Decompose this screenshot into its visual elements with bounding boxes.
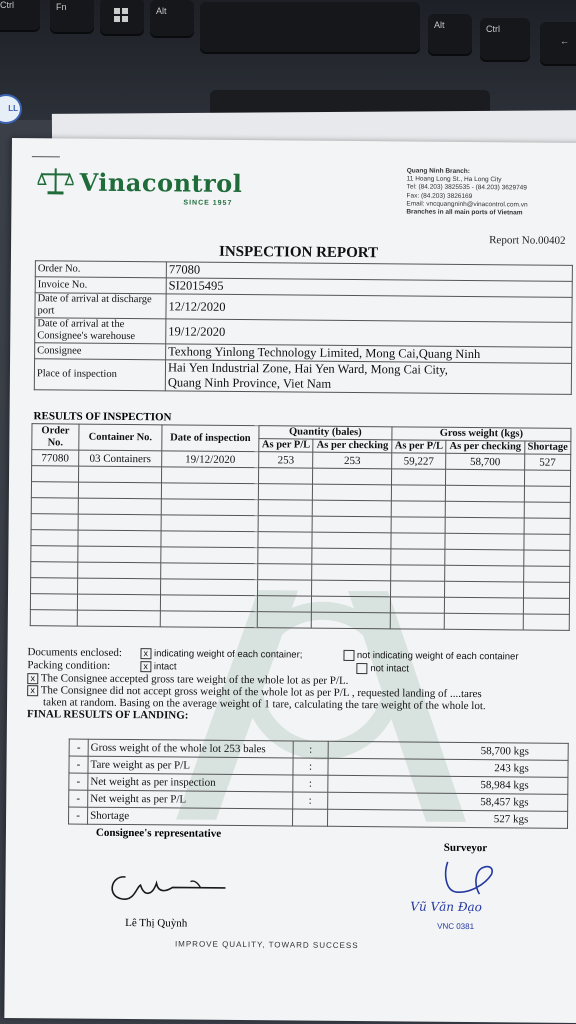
enclosed-option-1: indicating weight of each container; bbox=[153, 648, 303, 661]
row-colon bbox=[293, 809, 328, 826]
key-ctrl-right bbox=[480, 18, 530, 60]
consignee-value: Texhong Yinlong Technology Limited, Mong Cai,Quang Ninh bbox=[166, 344, 572, 364]
row-dash: - bbox=[69, 756, 88, 773]
arrival-port-value: 12/12/2020 bbox=[166, 294, 572, 323]
place-line-2: Quang Ninh Province, Viet Nam bbox=[167, 375, 332, 391]
footer-slogan: IMPROVE QUALITY, TOWARD SUCCESS bbox=[174, 939, 359, 951]
cell-qty-check: 253 bbox=[313, 452, 391, 469]
landing-label: Net weight as per P/L bbox=[88, 790, 293, 809]
col-gw-as-per-pl: As per P/L bbox=[392, 440, 447, 453]
row-colon: : bbox=[293, 741, 328, 758]
order-info-table bbox=[34, 260, 573, 395]
scale-emblem-icon bbox=[37, 166, 73, 196]
surveyor-name: Vũ Văn Đạo bbox=[410, 899, 483, 915]
cell-date: 19/12/2020 bbox=[162, 451, 259, 468]
landing-value bbox=[328, 741, 568, 760]
badge-text: LL bbox=[8, 104, 18, 113]
branch-line: Fax: (84.203) 3826169 bbox=[406, 192, 473, 200]
key-ctrl-left bbox=[0, 0, 40, 30]
value-unit: kgs bbox=[513, 779, 529, 792]
inspection-report-page bbox=[4, 138, 576, 1023]
arrival-warehouse-value: 19/12/2020 bbox=[166, 319, 572, 348]
packing-checkbox-2 bbox=[357, 663, 368, 674]
value-unit: kgs bbox=[513, 762, 529, 775]
arrival-warehouse-label: Date of arrival at the Consignee's warehouse bbox=[35, 318, 166, 344]
laptop-keyboard bbox=[0, 0, 576, 120]
sticker-badge bbox=[0, 94, 22, 124]
invoice-value: SI2015495 bbox=[166, 278, 572, 298]
key-space bbox=[200, 2, 420, 52]
col-container-no: Container No. bbox=[79, 424, 162, 451]
row-colon: : bbox=[293, 792, 328, 809]
value-number: 58,457 bbox=[480, 796, 511, 809]
invoice-label: Invoice No. bbox=[35, 277, 166, 294]
landing-value bbox=[328, 792, 568, 811]
consignee-representative-label: Consignee's representative bbox=[95, 826, 222, 840]
cell-order-no: 77080 bbox=[32, 450, 79, 466]
cell-qty-pl: 253 bbox=[259, 452, 314, 468]
place-label: Place of inspection bbox=[34, 359, 165, 391]
row-dash: - bbox=[69, 790, 88, 807]
cell-container-no: 03 Containers bbox=[79, 450, 162, 467]
col-order-no: Order No. bbox=[32, 424, 79, 450]
enclosed-checkbox: x bbox=[140, 648, 151, 659]
accept-text: The Consignee accepted gross tare weight of the whole lot as per P/L. bbox=[40, 672, 349, 687]
not-accept-text-2: taken at random. Basing on the average weight of 1 tare, calculating the tare weight of the whole lot. bbox=[43, 696, 486, 713]
cell-gw-pl: 59,227 bbox=[391, 453, 446, 469]
branch-line: 11 Hoang Long St., Ha Long City bbox=[406, 175, 502, 184]
place-value bbox=[165, 360, 571, 395]
value-number: 58,700 bbox=[480, 745, 511, 758]
surveyor-signature bbox=[435, 854, 505, 900]
value-unit: kgs bbox=[513, 813, 529, 826]
place-line-1: Hai Yen Industrial Zone, Hai Yen Ward, Mong Cai City, bbox=[167, 360, 448, 377]
report-number: Report No.00402 bbox=[489, 234, 566, 247]
packing-checkbox: x bbox=[140, 661, 151, 672]
col-qty-as-per-checking: As per checking bbox=[313, 439, 391, 453]
table-row bbox=[69, 807, 568, 828]
arrow-left-icon: ← bbox=[560, 36, 569, 46]
order-no-label: Order No. bbox=[35, 261, 166, 278]
key-label: Ctrl bbox=[0, 0, 14, 10]
since-year: SINCE 1957 bbox=[183, 199, 233, 207]
key-fn bbox=[50, 0, 94, 32]
landing-value bbox=[328, 758, 568, 777]
col-shortage: Shortage bbox=[524, 441, 570, 454]
packing-option-1: intact bbox=[153, 661, 177, 673]
landing-value bbox=[328, 809, 568, 828]
col-gross-weight: Gross weight (kgs) bbox=[392, 427, 571, 442]
consignee-name: Lê Thị Quỳnh bbox=[125, 917, 188, 930]
surveyor-label: Surveyor bbox=[443, 841, 488, 855]
vinacontrol-logo bbox=[37, 166, 242, 198]
col-date: Date of inspection bbox=[162, 425, 259, 452]
key-alt-right bbox=[428, 14, 472, 54]
documents-enclosed-label: Documents enclosed: bbox=[27, 646, 122, 659]
value-unit: kgs bbox=[513, 796, 529, 809]
consignee-label: Consignee bbox=[35, 343, 166, 360]
cell-gw-check: 58,700 bbox=[446, 453, 524, 470]
landing-value bbox=[328, 775, 568, 794]
company-name: Vinacontrol bbox=[79, 167, 243, 198]
arrival-port-label: Date of arrival at discharge port bbox=[35, 293, 166, 319]
header-rule bbox=[32, 156, 60, 157]
branch-info bbox=[406, 167, 528, 217]
enclosed-checkbox-2 bbox=[343, 650, 354, 661]
value-number: 243 bbox=[494, 762, 511, 775]
landing-label: Gross weight of the whole lot 253 bales bbox=[88, 739, 293, 758]
col-gw-as-per-checking: As per checking bbox=[446, 440, 524, 454]
key-label: Alt bbox=[434, 20, 445, 30]
cell-shortage: 527 bbox=[524, 454, 570, 470]
table-row bbox=[34, 359, 571, 395]
landing-label: Net weight as per inspection bbox=[88, 773, 293, 792]
key-label: Ctrl bbox=[486, 24, 500, 34]
packing-label: Packing condition: bbox=[27, 659, 111, 672]
windows-icon bbox=[114, 8, 128, 22]
documents-section bbox=[27, 646, 568, 725]
value-number: 527 bbox=[493, 813, 511, 826]
key-windows bbox=[100, 0, 144, 34]
landing-table bbox=[68, 739, 569, 829]
value-unit: kgs bbox=[513, 745, 529, 758]
branch-line: Email: vncquangninh@vinacontrol.com.vn bbox=[406, 200, 528, 209]
row-colon: : bbox=[293, 775, 328, 792]
key-label: Alt bbox=[156, 6, 167, 16]
row-colon: : bbox=[293, 758, 328, 775]
enclosed-option-2: not indicating weight of each container bbox=[356, 650, 519, 663]
empty-row bbox=[30, 610, 569, 631]
accept-checkbox: x bbox=[27, 673, 38, 684]
row-dash: - bbox=[69, 739, 88, 756]
key-alt-left bbox=[150, 0, 194, 36]
branch-line: Tel: (84.203) 3825535 - (84.203) 3629749 bbox=[406, 183, 527, 192]
col-qty-as-per-pl: As per P/L bbox=[259, 439, 314, 452]
packing-option-2: not intact bbox=[370, 663, 409, 675]
row-dash: - bbox=[69, 807, 88, 824]
not-accept-checkbox: x bbox=[27, 685, 38, 696]
key-label: Fn bbox=[56, 2, 67, 12]
value-number: 58,984 bbox=[480, 779, 511, 792]
branch-title: Quang Ninh Branch: bbox=[406, 167, 470, 175]
results-heading: RESULTS OF INSPECTION bbox=[33, 410, 172, 424]
order-no-value: 77080 bbox=[166, 262, 572, 282]
row-dash: - bbox=[69, 773, 88, 790]
report-title: INSPECTION REPORT bbox=[218, 243, 379, 262]
col-quantity: Quantity (bales) bbox=[259, 426, 392, 440]
results-table bbox=[30, 423, 572, 631]
landing-label: Shortage bbox=[88, 807, 293, 826]
landing-heading: FINAL RESULTS OF LANDING: bbox=[26, 708, 189, 722]
not-accept-text: The Consignee did not accept gross weight of the whole lot as per P/L , requested landing of ....tares bbox=[40, 684, 482, 701]
surveyor-code: VNC 0381 bbox=[437, 921, 475, 932]
consignee-signature bbox=[100, 857, 230, 908]
landing-label: Tare weight as per P/L bbox=[88, 756, 293, 775]
key-arrow-left bbox=[540, 22, 576, 64]
branch-line: Branches in all main ports of Vietnam bbox=[406, 208, 523, 217]
